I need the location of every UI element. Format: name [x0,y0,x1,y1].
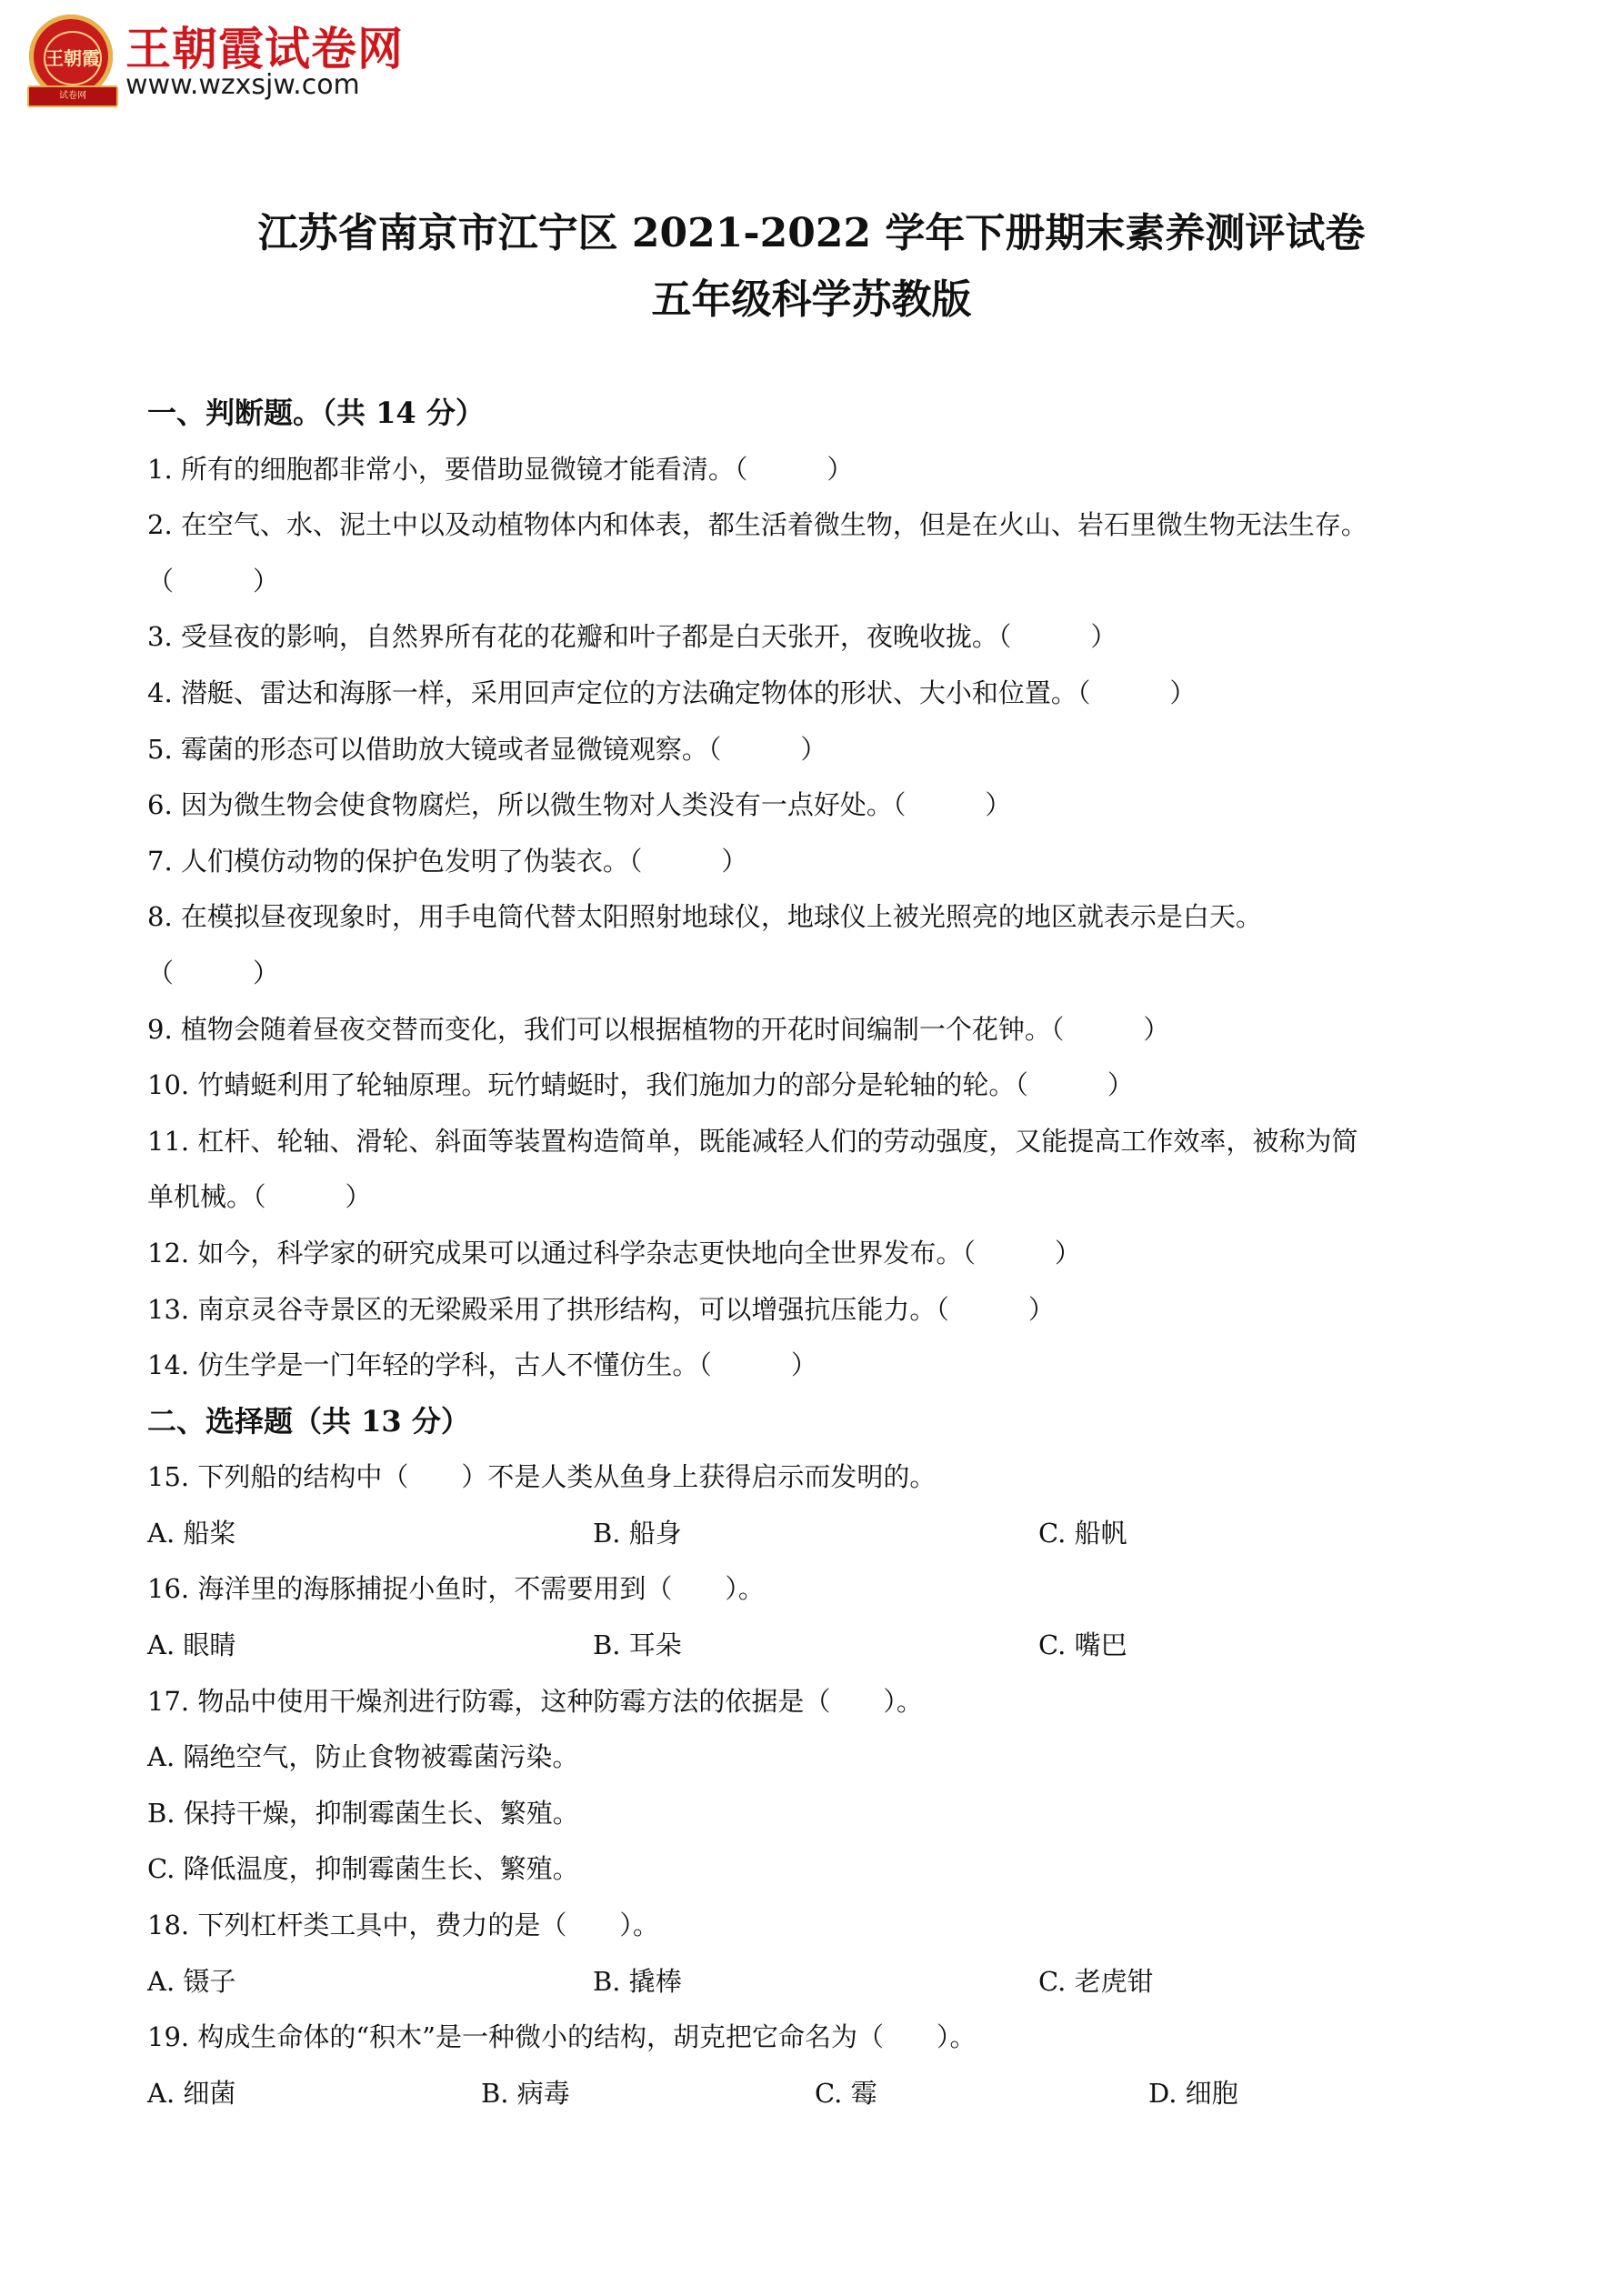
exam-body [147,386,1484,2121]
option: B. 撬棒 [593,1965,682,1997]
question-line: 13. 南京灵谷寺景区的无梁殿采用了拱形结构，可以增强抗压能力。（ ） [147,1293,1055,1325]
question-line: 2. 在空气、水、泥土中以及动植物体内和体表，都生活着微生物，但是在火山、岩石里微生物无法生存。 [147,509,1368,541]
option: D. 细胞 [1148,2077,1238,2109]
question-15: 15. 下列船的结构中（ ）不是人类从鱼身上获得启示而发明的。 [147,1461,937,1493]
option: C. 船帆 [1038,1517,1127,1549]
question-line: 7. 人们模仿动物的保护色发明了伪装衣。（ ） [147,845,748,877]
section1-heading: 一、判断题。（共 14 分） [147,396,485,430]
option: B. 船身 [593,1517,682,1549]
options-16 [147,1618,1484,1674]
options-15 [147,1506,1484,1562]
site-logo [25,9,480,109]
exam-title: 江苏省南京市江宁区 2021-2022 学年下册期末素养测评试卷 [257,210,1366,256]
options-19 [147,2066,1484,2122]
question-line: （ ） [147,957,280,988]
question-line: 4. 潜艇、雷达和海豚一样，采用回声定位的方法确定物体的形状、大小和位置。（ ） [147,677,1197,708]
question-line: 10. 竹蜻蜓利用了轮轴原理。玩竹蜻蜓时，我们施加力的部分是轮轴的轮。（ ） [147,1069,1134,1101]
option: A. 细菌 [147,2077,236,2109]
site-url[interactable]: www.wzxsjw.com [125,69,360,101]
question-line: 6. 因为微生物会使食物腐烂，所以微生物对人类没有一点好处。（ ） [147,789,1012,821]
section2-heading: 二、选择题（共 13 分） [147,1403,470,1439]
question-line: 单机械。（ ） [147,1181,372,1213]
question-17: 17. 物品中使用干燥剂进行防霉，这种防霉方法的依据是（ ）。 [147,1685,923,1717]
site-name: 王朝霞试卷网 [125,23,404,75]
question-line: 14. 仿生学是一门年轻的学科，古人不懂仿生。（ ） [147,1349,817,1381]
option: A. 眼睛 [147,1629,236,1661]
seal-ribbon: 试卷网 [27,85,118,107]
exam-subtitle: 五年级科学苏教版 [651,276,972,323]
option: A. 镊子 [147,1965,236,1997]
options-18 [147,1954,1484,2010]
question-19: 19. 构成生命体的“积木”是一种微小的结构，胡克把它命名为（ ）。 [147,2021,977,2053]
option: B. 病毒 [481,2077,570,2109]
question-line: 5. 霉菌的形态可以借助放大镜或者显微镜观察。（ ） [147,733,827,765]
option: B. 耳朵 [593,1629,682,1661]
question-line: （ ） [147,565,280,597]
question-16: 16. 海洋里的海豚捕捉小鱼时，不需要用到（ ）。 [147,1573,765,1605]
question-line: 1. 所有的细胞都非常小，要借助显微镜才能看清。（ ） [147,453,854,485]
question-line: 12. 如今，科学家的研究成果可以通过科学杂志更快地向全世界发布。（ ） [147,1237,1081,1268]
option: C. 老虎钳 [1038,1965,1154,1997]
question-line: 3. 受昼夜的影响，自然界所有花的花瓣和叶子都是白天张开，夜晚收拢。（ ） [147,621,1117,653]
seal-emblem [29,15,113,101]
question-line: 8. 在模拟昼夜现象时，用手电筒代替太阳照射地球仪，地球仪上被光照亮的地区就表示是白天。 [147,901,1262,933]
option: C. 降低温度，抑制霉菌生长、繁殖。 [147,1853,579,1885]
option: C. 嘴巴 [1038,1629,1127,1661]
question-line: 11. 杠杆、轮轴、滑轮、斜面等装置构造简单，既能减轻人们的劳动强度，又能提高工作效率，被称为简 [147,1125,1358,1157]
option: A. 隔绝空气，防止食物被霉菌污染。 [147,1741,579,1773]
seal-text: 王朝霞 [44,31,102,85]
option: A. 船桨 [147,1517,236,1549]
question-18: 18. 下列杠杆类工具中，费力的是（ ）。 [147,1910,659,1941]
option: B. 保持干燥，抑制霉菌生长、繁殖。 [147,1797,579,1829]
option: C. 霉 [815,2077,877,2109]
question-line: 9. 植物会随着昼夜交替而变化，我们可以根据植物的开花时间编制一个花钟。（ ） [147,1013,1170,1045]
